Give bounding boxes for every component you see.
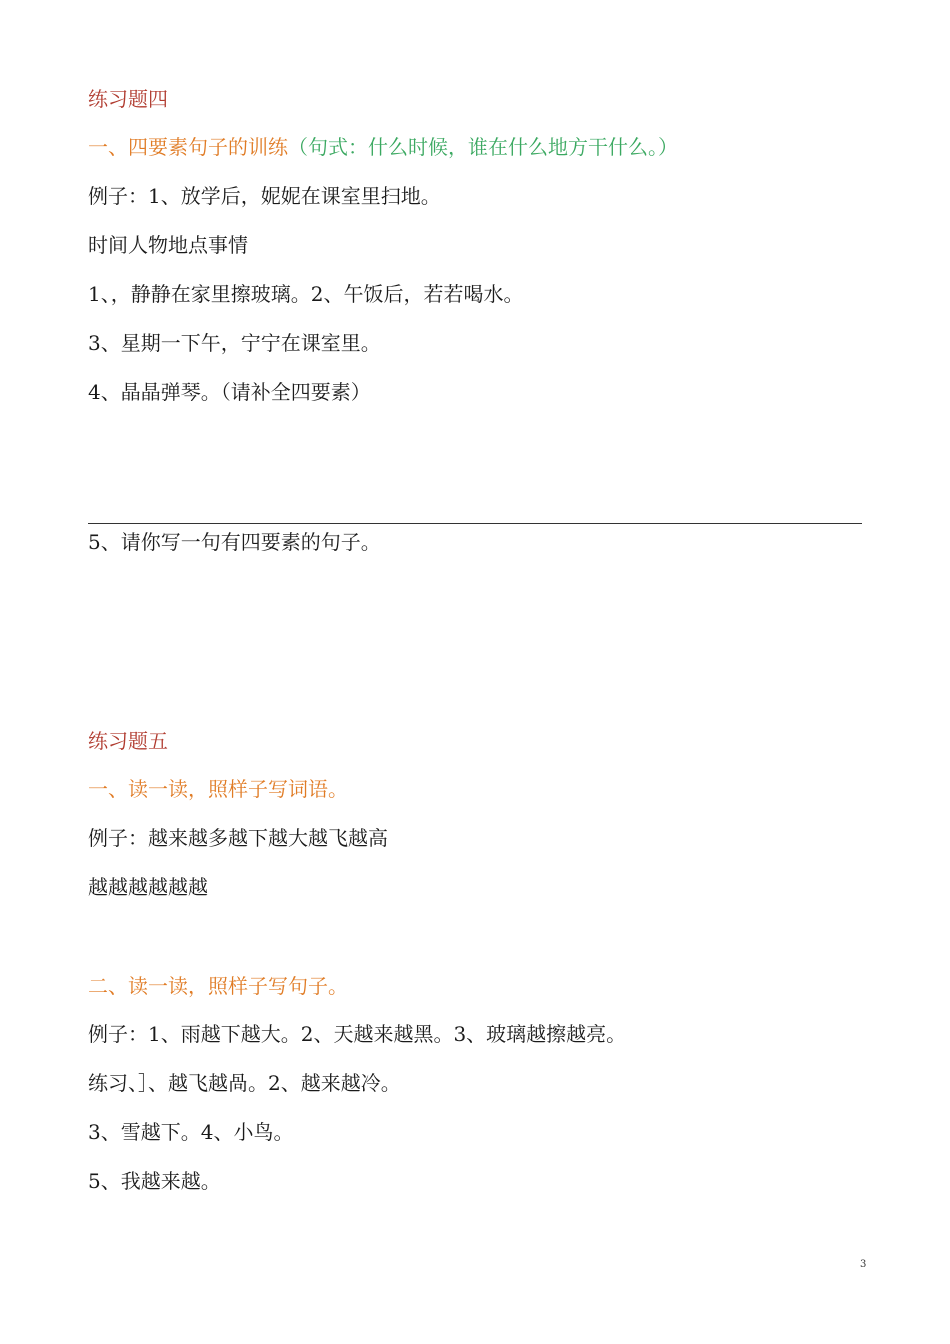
section5-heading-2: 二、读一读，照样子写句子。 xyxy=(88,974,348,998)
section5-example-2: 例子：1、雨越下越大。2、天越来越黑。3、玻璃越擦越亮。 xyxy=(88,1022,627,1046)
section5-example-1: 例子：越来越多越下越大越飞越高 xyxy=(88,826,388,850)
section4-heading-pattern: （句式：什么时候，谁在什么地方干什么。） xyxy=(288,135,678,159)
section4-elements: 时间人物地点事情 xyxy=(88,233,248,257)
section4-title: 练习题四 xyxy=(88,87,168,111)
page-number: 3 xyxy=(860,1259,867,1270)
section5-practice-5: 5、我越来越。 xyxy=(88,1169,221,1193)
section4-heading xyxy=(88,135,678,159)
section5-heading-1: 一、读一读，照样子写词语。 xyxy=(88,777,348,801)
answer-line xyxy=(88,523,862,524)
section5-practice-3-4: 3、雪越下。4、小鸟。 xyxy=(88,1120,294,1144)
section4-item-4: 4、晶晶弹琴。（请补全四要素） xyxy=(88,380,371,404)
section4-item-3: 3、星期一下午，宁宁在课室里。 xyxy=(88,331,381,355)
section4-item-5: 5、请你写一句有四要素的句子。 xyxy=(88,530,381,554)
section4-example: 例子：1、放学后，妮妮在课室里扫地。 xyxy=(88,184,441,208)
section4-item-1-2: 1、，静静在家里擦玻璃。2、午饭后，若若喝水。 xyxy=(88,282,524,306)
section4-heading-main: 一、四要素句子的训练 xyxy=(88,135,288,159)
section5-practice-1-2: 练习、］、越飞越咼。2、越来越冷。 xyxy=(88,1071,401,1095)
section5-practice-1: 越越越越越越 xyxy=(88,875,208,899)
section5-title: 练习题五 xyxy=(88,729,168,753)
